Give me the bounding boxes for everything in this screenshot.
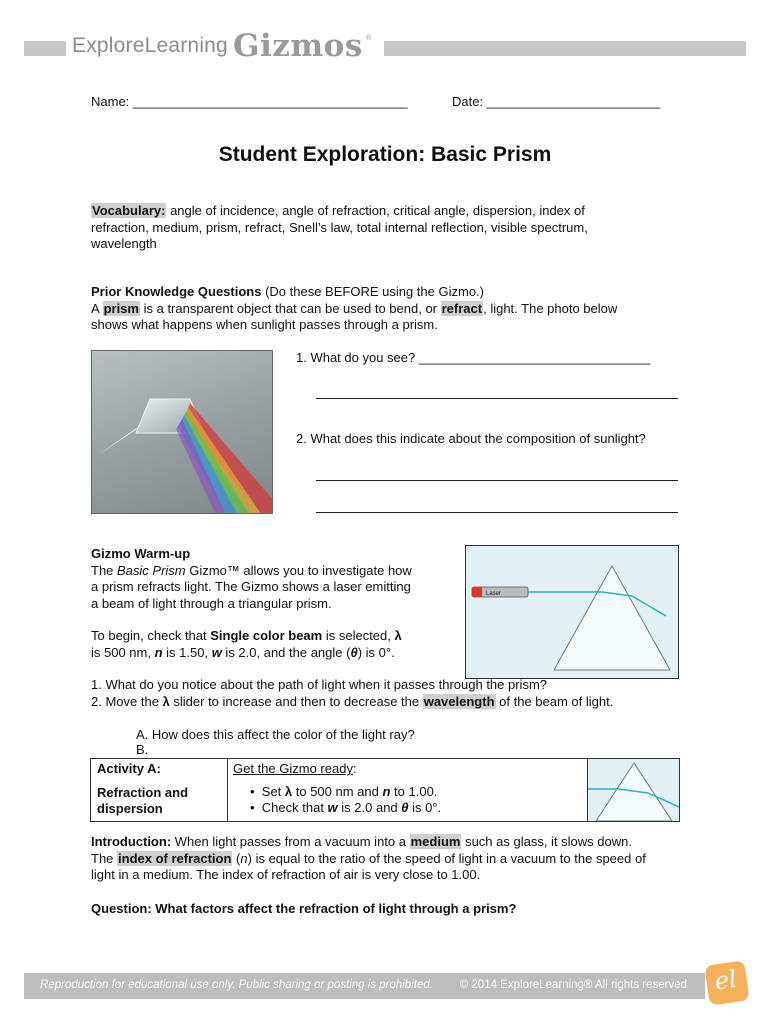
prior-knowledge-section — [91, 284, 691, 334]
text: such as glass, it slows down. — [461, 834, 632, 849]
page-footer — [24, 973, 705, 999]
warmup-section — [91, 546, 451, 612]
text: of the beam of light. — [495, 694, 614, 709]
thumbnail-drawing — [588, 759, 679, 821]
vocabulary-label: Vocabulary: — [92, 203, 166, 218]
vocab-line: wavelength — [91, 236, 157, 251]
gizmo-drawing — [466, 546, 679, 679]
symbol-theta: θ — [401, 800, 409, 815]
text: Get the Gizmo ready — [233, 761, 353, 776]
activity-name — [97, 785, 188, 817]
symbol-w: w — [327, 800, 338, 815]
answer-line[interactable] — [316, 512, 678, 513]
symbol-lambda: λ — [162, 694, 170, 709]
date-field[interactable]: Date: ________________________ — [452, 94, 661, 109]
warmup-item-1: 1. What do you notice about the path of light when it passes through the prism? — [91, 677, 548, 692]
logo-glyph: el — [712, 964, 739, 996]
term-medium: medium — [410, 834, 461, 849]
explorelearning-logo-icon — [704, 960, 749, 1005]
text: ) is equal to the ratio of the speed of light in a vacuum to the speed of — [247, 850, 646, 866]
page-header — [0, 26, 770, 72]
text: a beam of light through a triangular prism. — [91, 595, 332, 611]
text: The — [91, 850, 118, 866]
text: to 500 nm and — [292, 784, 383, 799]
setup-heading — [233, 761, 357, 776]
prior-note: (Do these BEFORE using the Gizmo.) — [261, 284, 484, 299]
text: dispersion — [97, 801, 163, 816]
text: is 1.50, — [162, 644, 212, 660]
text: is 0°. — [408, 800, 442, 815]
laser-label: Laser — [486, 591, 502, 597]
text: ) is 0°. — [357, 644, 395, 660]
text: 2. Move the — [91, 694, 163, 709]
term-index-of-refraction: index of refraction — [118, 850, 232, 866]
vocab-line: angle of incidence, angle of refraction, critical angle, dispersion, index of — [166, 203, 585, 218]
warmup-item-2 — [91, 694, 613, 709]
text: is a transparent object that can be used to bend, or — [139, 300, 441, 316]
bullet-icon: • — [250, 800, 262, 815]
name-field[interactable]: Name: ______________________________________ — [91, 94, 408, 109]
text: is 2.0, and the angle ( — [221, 644, 351, 660]
warmup-setup — [91, 628, 451, 661]
gizmo-prism — [554, 566, 670, 670]
question-1: 1. What do you see? ________________________________ — [296, 350, 651, 365]
symbol-n: n — [382, 784, 391, 799]
footer-copyright: © 2014 ExploreLearning® All rights reserved — [459, 979, 687, 991]
thumbnail-prism — [596, 763, 672, 821]
symbol-lambda: λ — [394, 628, 402, 643]
prism-photo — [91, 350, 273, 514]
header-bar-left — [24, 41, 66, 56]
text: is selected, — [322, 628, 395, 643]
text: , light. The photo below — [483, 300, 618, 316]
text: is 500 nm, — [91, 644, 155, 660]
text: shows what happens when sunlight passes through a prism. — [91, 317, 438, 332]
activity-label-cell — [91, 759, 228, 821]
text: light in a medium. The index of refraction of air is very close to 1.00. — [91, 867, 481, 882]
vocabulary-paragraph — [91, 203, 691, 253]
text: is 2.0 and — [337, 800, 402, 815]
text: Check that — [261, 800, 328, 815]
activity-label: Activity A: — [97, 761, 161, 776]
setup-step-2 — [250, 800, 441, 815]
registered-mark: ® — [366, 35, 372, 42]
product-name: Gizmos — [233, 28, 363, 64]
control-name: Single color beam — [210, 628, 323, 643]
term-wavelength: wavelength — [423, 694, 495, 709]
answer-line[interactable] — [316, 480, 678, 481]
text: to 1.00. — [390, 784, 438, 799]
text: When light passes from a vacuum into a — [171, 834, 410, 849]
intro-label: Introduction: — [91, 834, 172, 849]
text: : — [352, 761, 357, 776]
sub-question-a: A. How does this affect the color of the light ray? — [136, 727, 415, 742]
question-heading: Question: What factors affect the refraction of light through a prism? — [91, 901, 517, 916]
symbol-theta: θ — [350, 644, 358, 660]
text: The — [91, 562, 118, 578]
symbol-n: n — [240, 850, 248, 866]
brand-name: ExploreLearning — [72, 34, 228, 57]
term-prism: prism — [103, 300, 139, 316]
text: To begin, check that — [91, 628, 211, 643]
text: slider to increase and then to decrease the — [169, 694, 423, 709]
activity-setup-cell — [228, 759, 588, 821]
setup-step-1 — [250, 784, 437, 799]
symbol-w: w — [211, 644, 222, 660]
symbol-lambda: λ — [284, 784, 293, 799]
answer-line[interactable] — [316, 398, 678, 399]
prism-photo-drawing — [92, 351, 273, 514]
page-title: Student Exploration: Basic Prism — [218, 143, 552, 166]
text: ( — [232, 850, 241, 866]
gizmo-name: Basic Prism — [117, 562, 186, 578]
vocab-line: refraction, medium, prism, refract, Snell’s law, total internal reflection, visible spectrum, — [91, 219, 588, 235]
symbol-n: n — [154, 644, 163, 660]
header-bar-right — [384, 41, 746, 56]
term-refract: refract — [441, 300, 483, 316]
gizmo-screenshot — [465, 545, 679, 679]
text: Refraction and — [97, 785, 189, 800]
text: a prism refracts light. The Gizmo shows a laser emitting — [91, 579, 411, 594]
warmup-heading: Gizmo Warm-up — [91, 546, 191, 561]
bullet-icon: • — [250, 784, 262, 799]
activity-table — [90, 758, 680, 822]
text: Set — [261, 784, 285, 799]
sub-question-b: B. — [136, 742, 149, 757]
laser-tip — [472, 587, 482, 597]
footer-disclaimer: Reproduction for educational use only. Public sharing or posting is prohibited. — [40, 979, 433, 991]
text: A — [91, 300, 103, 316]
activity-thumbnail — [588, 759, 679, 821]
prior-heading: Prior Knowledge Questions — [91, 284, 262, 299]
question-2: 2. What does this indicate about the composition of sunlight? — [296, 431, 646, 446]
introduction-paragraph — [91, 834, 691, 884]
text: Gizmo™ allows you to investigate how — [185, 562, 412, 578]
